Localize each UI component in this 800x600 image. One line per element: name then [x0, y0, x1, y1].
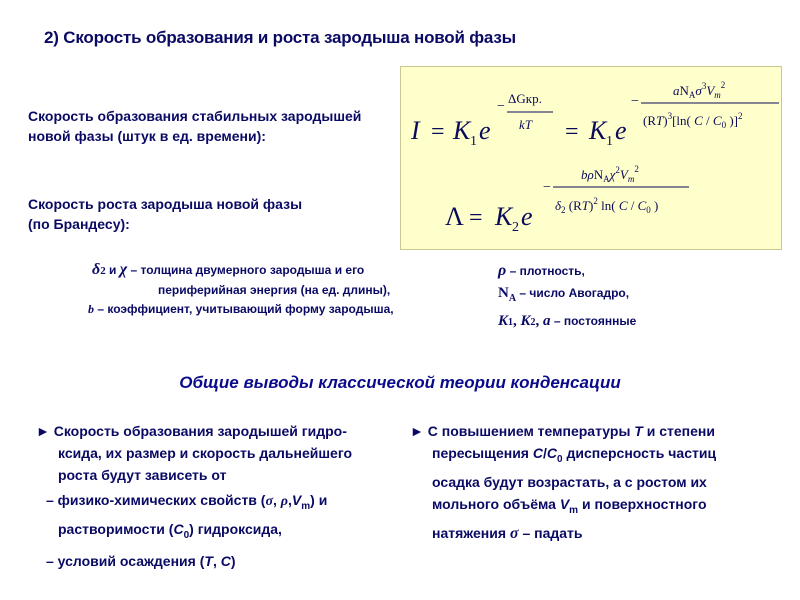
right-line2: пересыщения $C/C_0$ дисперсность частиц: [432, 445, 717, 465]
left-p2-line1: – физико-химических свойств (σ, $\rho,V_m$) и: [46, 492, 328, 512]
svg-text:Λ: Λ: [445, 202, 464, 231]
svg-text:bρNAχ2Vm2: $b\rho N_A\chi^2V_m^2$: [581, 164, 639, 184]
legend-right: [498, 260, 788, 334]
right-line1: ► С повышением температуры T и степени: [410, 423, 715, 439]
svg-text:K: K: [589, 116, 607, 145]
svg-text:−: −: [497, 99, 505, 114]
svg-text:=: =: [431, 119, 445, 145]
legend-right-rho: ρ – плотность,: [498, 262, 585, 279]
svg-text:e: e: [615, 116, 627, 145]
conclusion-right: [410, 420, 770, 545]
svg-text:δ2 (RT)2 ln( C / C0 ): $\delta_2$ (RT)$^2$ ln( C / $C_0$ ): [555, 196, 659, 215]
left-p1-line3: роста будут зависеть от: [58, 467, 227, 483]
right-line5: натяжения σ – падать: [432, 524, 583, 542]
growth-rate-formula: [445, 164, 689, 235]
svg-text:K: K: [495, 202, 513, 231]
legend-right-consts: K1, K2, a – постоянные: [498, 313, 637, 329]
conclusion-left: [36, 420, 396, 572]
dgkr-text: ΔGкр.: [508, 91, 542, 106]
svg-text:1: 1: [606, 134, 613, 149]
legend-left-line1: δ2 и χ – толщина двумерного зародыша и его: [92, 261, 365, 278]
nucleation-rate-label: [28, 106, 361, 146]
legend-right-na: $N_A$ – число Авогадро,: [498, 285, 630, 304]
page-title: 2) Скорость образования и роста зародыша новой фазы: [44, 28, 516, 47]
legend-left: [88, 260, 472, 319]
svg-text:−: −: [543, 180, 551, 195]
legend-left-line2: периферийная энергия (на ед. длины),: [158, 283, 391, 297]
left-p3-line: – условий осаждения (T, C): [46, 552, 236, 569]
growth-rate-label: [28, 194, 302, 234]
svg-text:I: I: [411, 116, 420, 145]
left-p1-line2: ксида, их размер и скорость дальнейшего: [58, 445, 353, 461]
nucleation-rate-label-line1: Скорость образования стабильных зародышей: [28, 108, 362, 124]
svg-text:aNAσ3Vm2: $aN_A\sigma^3V_m^2$: [673, 80, 726, 100]
formula-svg: [401, 67, 783, 251]
nucleation-rate-formula: [410, 80, 779, 149]
formula-box: [400, 66, 782, 250]
svg-text:K: K: [453, 116, 471, 145]
svg-text:e: e: [479, 116, 491, 145]
nucleation-rate-label-line2: новой фазы (штук в ед. времени):: [28, 128, 266, 144]
right-line4: мольного объёма $V_m$ и поверхностного: [432, 495, 707, 516]
kt-text: kT: [519, 117, 532, 132]
svg-text:2: 2: [512, 220, 519, 235]
section-title: Общие выводы классической теории конденсации: [179, 373, 621, 392]
svg-text:=: =: [565, 119, 579, 145]
right-line3: осадка будут возрастать, а с ростом их: [432, 473, 707, 490]
left-p2-line2: растворимости $(C_0)$ гидроксида,: [58, 520, 282, 541]
svg-text:=: =: [469, 205, 483, 231]
growth-rate-label-line2: (по Брандесу):: [28, 216, 130, 232]
svg-text:1: 1: [470, 134, 477, 149]
legend-left-line3: b – коэффициент, учитывающий форму зародыша,: [88, 302, 394, 316]
growth-rate-label-line1: Скорость роста зародыша новой фазы: [28, 196, 303, 212]
svg-text:(RT)3[ln( C / C0 )]2: (RT)$^3$[ln( C / $C_0$ )]$^2$: [643, 111, 743, 130]
left-p1-line1: ► Скорость образования зародышей гидро-: [36, 423, 347, 439]
svg-text:−: −: [631, 94, 639, 109]
svg-text:e: e: [521, 202, 533, 231]
